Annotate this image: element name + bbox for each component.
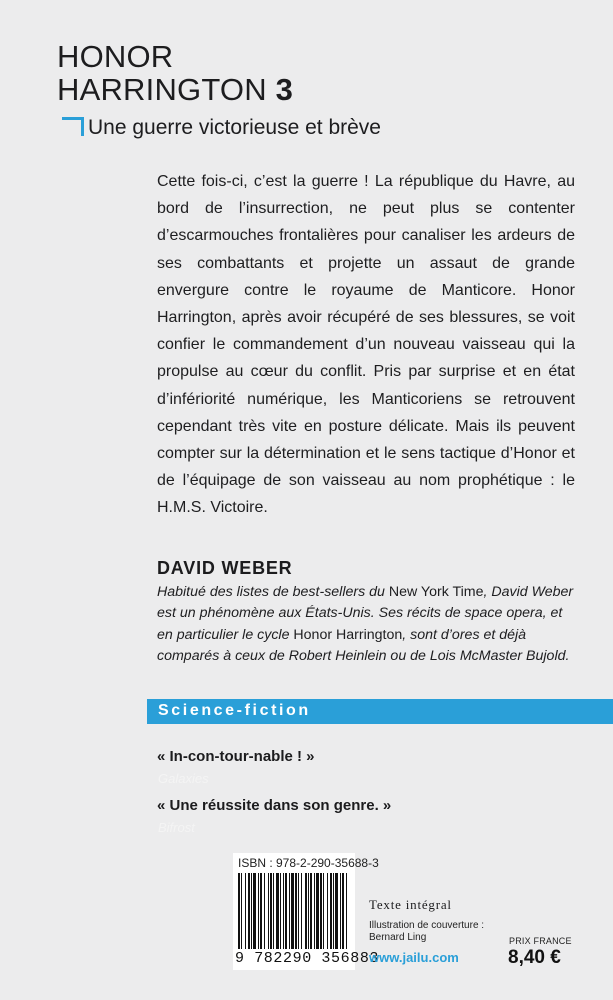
series-title-line1: HONOR: [57, 39, 174, 74]
blurb-text: Cette fois-ci, c’est la guerre ! La république du Havre, au bord de l’insurrection, ne peut plus se contenter d’escarmouches frontalières pour canaliser les ardeurs de ses combattants et projette un assaut de grande envergure contre le royaume de Manticore. Honor Harrington, après avoir récupéré de ses blessures, se voit confier le commandement d’un nouveau vaisseau qui la propulse au cœur du conflit. Pris par surprise et en état d’infériorité numérique, les Manticoriens se retrouvent cependant très vite en posture délicate. Mais ils peuvent compter sur la détermination et le sens tactique d’Honor et de l’équipage de son vaisseau au nom prophétique : le H.M.S. Victoire.: [157, 173, 575, 517]
barcode-bar: [241, 873, 242, 949]
review-quote: « In-con-tour-nable ! »: [157, 748, 315, 765]
barcode-bar: [342, 873, 344, 949]
barcode-bar: [251, 873, 252, 949]
barcode-bar: [238, 873, 240, 949]
barcode-bar: [264, 873, 265, 949]
barcode-bar: [301, 873, 302, 949]
barcode-bar: [283, 873, 284, 949]
price-label: PRIX FRANCE: [509, 936, 572, 946]
barcode-bar: [310, 873, 312, 949]
barcode-bar: [291, 873, 294, 949]
illustration-artist: Bernard Ling: [369, 932, 427, 943]
barcode-bar: [289, 873, 290, 949]
barcode-bar: [314, 873, 315, 949]
barcode-bar: [346, 873, 347, 949]
ean-digits: 9 782290 356883: [235, 950, 380, 967]
cycle-title: Honor Harrington: [293, 626, 403, 643]
barcode-bar: [333, 873, 334, 949]
subtitle-corner-mark: [62, 117, 84, 136]
edition-note: Texte intégral: [369, 897, 452, 912]
series-title-line2: [57, 73, 293, 106]
barcode-bar: [335, 873, 338, 949]
author-name: DAVID WEBER: [157, 558, 293, 578]
genre-label: Science-fiction: [158, 702, 311, 719]
review-source: Galaxies: [158, 771, 209, 786]
barcode-bar: [298, 873, 299, 949]
author-bio-part: Habitué des listes de best-sellers du: [157, 584, 389, 600]
barcode-bar: [340, 873, 341, 949]
book-subtitle: Une guerre victorieuse et brève: [88, 116, 381, 139]
volume-number: 3: [275, 72, 294, 107]
newspaper-title: New York Time: [388, 584, 484, 600]
author-bio: [157, 582, 582, 667]
barcode-bar: [258, 873, 259, 949]
author-bio-part: , sont d’ores et déjà comparés à ceux de Robert Heinlein ou de Lois McMaster Bujold.: [157, 626, 570, 664]
barcode-bar: [295, 873, 297, 949]
barcode-bar: [305, 873, 307, 949]
barcode-bar: [270, 873, 272, 949]
price-value: 8,40 €: [508, 947, 561, 968]
barcode-bar: [330, 873, 332, 949]
barcode-bar: [260, 873, 262, 949]
barcode-bar: [327, 873, 328, 949]
barcode-bar: [308, 873, 309, 949]
series-name: HARRINGTON: [57, 72, 267, 107]
barcode-bar: [276, 873, 279, 949]
isbn-text: ISBN : 978-2-290-35688-3: [238, 856, 379, 870]
barcode-bar: [320, 873, 322, 949]
barcode-bar: [253, 873, 256, 949]
barcode-bar: [268, 873, 269, 949]
series-title: [57, 40, 293, 106]
barcode-icon: [238, 873, 350, 949]
barcode-bar: [248, 873, 250, 949]
barcode-bar: [316, 873, 319, 949]
barcode-bar: [273, 873, 274, 949]
publisher-website[interactable]: www.jailu.com: [369, 950, 459, 965]
illustration-credit: [369, 920, 519, 944]
barcode-bar: [280, 873, 281, 949]
barcode-bar: [285, 873, 287, 949]
illustration-label: Illustration de couverture :: [369, 920, 485, 931]
barcode-bar: [323, 873, 324, 949]
review-source: Bifrost: [158, 820, 195, 835]
author-bio-part: , David Weber est un phénomène aux États-Unis. Ses récits de space opera, et en particulier le cycle: [157, 584, 574, 643]
barcode-bar: [245, 873, 246, 949]
review-quote: « Une réussite dans son genre. »: [157, 797, 392, 814]
